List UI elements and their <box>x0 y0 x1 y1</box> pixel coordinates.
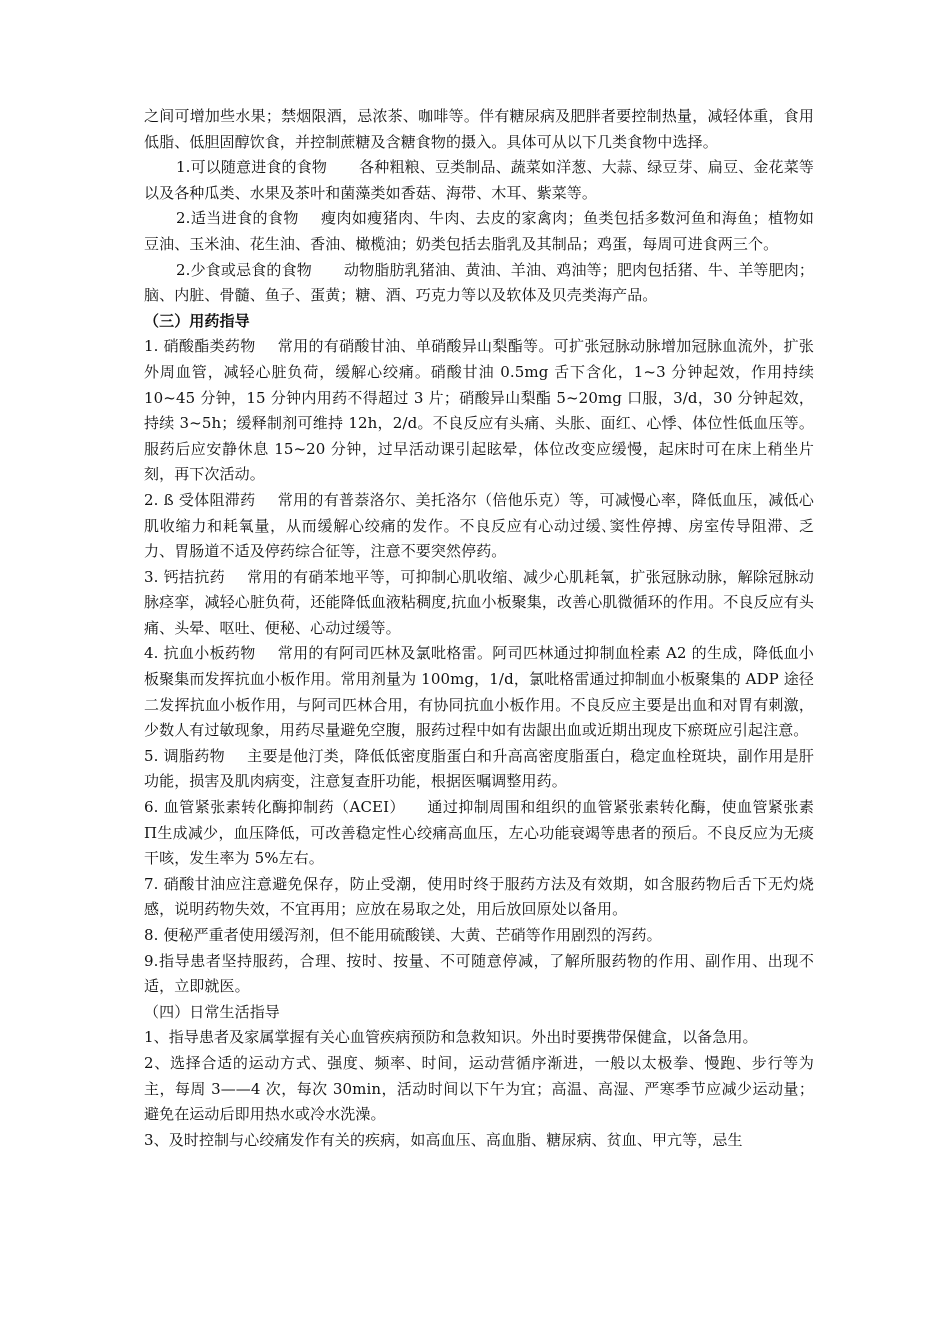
paragraph-diet-intro: 之间可增加些水果；禁烟限酒，忌浓茶、咖啡等。伴有糖尿病及肥胖者要控制热量，减轻体重，食用低脂、低胆固醇饮食，并控制蔗糖及含糖食物的摄入。具体可从以下几类食物中选择。 <box>144 107 814 151</box>
calcium-antagonists-lead: 3. 钙拮抗药 <box>144 567 225 586</box>
paragraph-food-free <box>144 155 814 206</box>
acei-lead: 6. 血管紧张素转化酶抑制药（ACEI） <box>144 798 405 817</box>
paragraph-adherence: 9.指导患者坚持服药，合理、按时、按量、不可随意停减，了解所服药物的作用、副作用、出现不适，立即就医。 <box>144 951 814 996</box>
paragraph-acei <box>144 795 830 872</box>
paragraph-disease-control: 3、及时控制与心绞痛发作有关的疾病，如高血压、高血脂、糖尿病、贫血、甲亢等，忌生 <box>144 1130 743 1149</box>
calcium-antagonists-text: 常用的有硝苯地平等，可抑制心肌收缩、减少心肌耗氧，扩张冠脉动脉，解除冠脉动脉痉挛，减轻心脏负荷，还能降低血液粘稠度,抗血小板聚集，改善心肌微循环的作用。不良反应有头痛、头晕、呕吐、便秘、心动过缓等。 <box>144 567 814 637</box>
paragraph-constipation: 8. 便秘严重者使用缓泻剂，但不能用硫酸镁、大黄、芒硝等作用剧烈的泻药。 <box>144 926 662 944</box>
paragraph-antiplatelet <box>144 641 814 743</box>
food-moderate-text: 瘦肉如瘦猪肉、牛肉、去皮的家禽肉；鱼类包括多数河鱼和海鱼；植物如豆油、玉米油、花生油、香油、橄榄油；奶类包括去脂乳及其制品；鸡蛋，每周可进食两三个。 <box>144 209 814 253</box>
food-free-text: 各种粗粮、豆类制品、蔬菜如洋葱、大蒜、绿豆芽、扁豆、金花菜等以及各种瓜类、水果及茶叶和菌藻类如香菇、海带、木耳、紫菜等。 <box>144 158 814 202</box>
paragraph-beta-blockers <box>144 488 814 565</box>
section-heading-daily-life: （四）日常生活指导 <box>144 1002 280 1021</box>
beta-blockers-lead: 2. ß 受体阻滞药 <box>144 490 256 509</box>
food-limit-lead: 2.少食或忌食的食物 <box>176 260 312 279</box>
beta-blockers-text: 常用的有普萘洛尔、美托洛尔（倍他乐克）等，可减慢心率，降低血压，减低心肌收缩力和耗氧量，从而缓解心绞痛的发作。不良反应有心动过缓､窦性停搏、房室传导阻滞、乏力、胃肠道不适及停药综合征等，注意不要突然停药。 <box>144 490 814 561</box>
section-heading-medication: （三）用药指导 <box>144 311 250 330</box>
paragraph-nitrates <box>144 334 814 488</box>
paragraph-lipid-regulating <box>144 744 814 795</box>
antiplatelet-lead: 4. 抗血小板药物 <box>144 644 256 663</box>
food-limit-text: 动物脂肪乳猪油、黄油、羊油、鸡油等；肥肉包括猪、牛、羊等肥肉；脑、内脏、骨髓、鱼子、蛋黄；糖、酒、巧克力等以及软体及贝壳类海产品。 <box>144 260 815 305</box>
paragraph-emergency-knowledge: 1、指导患者及家属掌握有关心血管疾病预防和急救知识。外出时要携带保健盒，以备急用。 <box>144 1028 758 1047</box>
paragraph-food-moderate <box>144 206 814 257</box>
nitrates-lead: 1. 硝酸酯类药物 <box>144 337 256 356</box>
food-moderate-lead: 2.适当进食的食物 <box>176 209 299 228</box>
paragraph-calcium-antagonists <box>144 565 814 642</box>
paragraph-nitroglycerin-storage: 7. 硝酸甘油应注意避免保存，防止受潮，使用时终于服药方法及有效期，如含服药物后舌下无灼烧感，说明药物失效，不宜再用；应放在易取之处，用后放回原处以备用。 <box>144 874 814 919</box>
document-page <box>144 104 830 1153</box>
nitrates-text: 常用的有硝酸甘油、单硝酸异山梨酯等。可扩张冠脉动脉增加冠脉血流外，扩张外周血管，减轻心脏负荷，缓解心绞痛。硝酸甘油 0.5mg 舌下含化，1~3 分钟起效，作用持续 10~45 分钟，15 分钟内用药不得超过 3 片；硝酸异山梨酯 5~20mg 口服，3/d，30 分钟起效，持续 3~5h；缓释制剂可维持 12h，2/d。不良反应有头痛、头胀、面红、心悸、体位性低血压等。服药后应安静休息 15~20 分钟，过早活动课引起眩晕，体位改变应缓慢，起床时可在床上稍坐片刻，再下次活动。 <box>144 337 814 484</box>
food-free-lead: 1.可以随意进食的食物 <box>176 158 328 177</box>
acei-text: 通过抑制周围和组织的血管紧张素转化酶，使血管紧张素 Π生成减少，血压降低，可改善稳定性心绞痛高血压，左心功能衰竭等患者的预后。不良反应为无痰干咳，发生率为 5%左右。 <box>144 798 830 868</box>
paragraph-exercise: 2、选择合适的运动方式、强度、频率、时间，运动营循序渐进，一般以太极拳、慢跑、步行等为主，每周 3——4 次，每次 30min，活动时间以下午为宜；高温、高湿、严寒季节应减少运动量；避免在运动后即用热水或冷水洗澡。 <box>144 1053 814 1124</box>
lipid-regulating-lead: 5. 调脂药物 <box>144 746 225 765</box>
paragraph-food-limit <box>144 258 814 309</box>
antiplatelet-text: 常用的有阿司匹林及氯吡格雷。阿司匹林通过抑制血栓素 A2 的生成，降低血小板聚集而发挥抗血小板作用。常用剂量为 100mg，1/d，氯吡格雷通过抑制血小板聚集的 ADP 途径二发挥抗血小板作用，与阿司匹林合用，有协同抗血小板作用。不良反应主要是出血和对胃有刺激，少数人有过敏现象，用药尽量避免空腹，服药过程中如有齿龈出血或近期出现皮下瘀斑应引起注意。 <box>144 644 814 740</box>
lipid-regulating-text: 主要是他汀类，降低低密度脂蛋白和升高高密度脂蛋白，稳定血栓斑块，副作用是肝功能，损害及肌肉病变，注意复查肝功能，根据医嘱调整用药。 <box>144 746 814 791</box>
